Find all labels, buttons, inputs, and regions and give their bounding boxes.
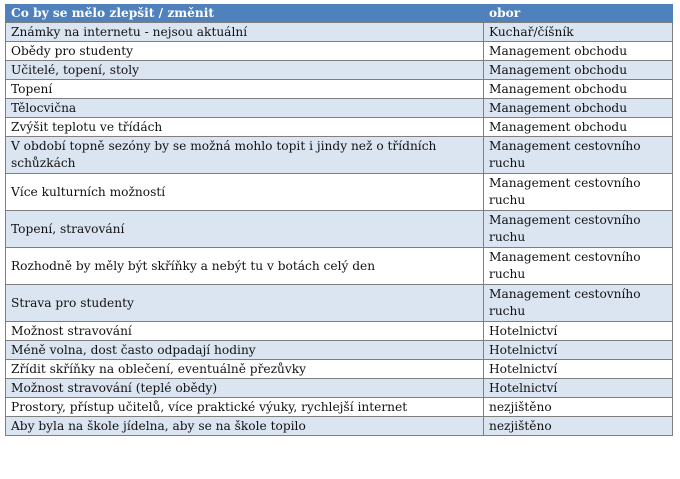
header-field: obor <box>484 4 673 23</box>
field-cell: Hotelnictví <box>484 322 673 341</box>
improvement-cell: Topení, stravování <box>6 211 484 248</box>
field-cell: Management obchodu <box>484 42 673 61</box>
table-row <box>6 417 673 436</box>
improvement-cell: Zvýšit teplotu ve třídách <box>6 118 484 137</box>
improvement-cell: Topení <box>6 80 484 99</box>
table-row <box>6 174 673 211</box>
field-cell: Management obchodu <box>484 99 673 118</box>
field-cell: Management obchodu <box>484 80 673 99</box>
field-cell: Management cestovního ruchu <box>484 174 673 211</box>
field-cell: Hotelnictví <box>484 379 673 398</box>
field-cell: Management cestovního ruchu <box>484 248 673 285</box>
improvement-cell: Učitelé, topení, stoly <box>6 61 484 80</box>
improvement-cell: Tělocvična <box>6 99 484 118</box>
survey-table <box>5 4 673 436</box>
table-row <box>6 42 673 61</box>
table-row <box>6 379 673 398</box>
table-row <box>6 137 673 174</box>
table-row <box>6 118 673 137</box>
field-cell: Management cestovního ruchu <box>484 211 673 248</box>
improvement-cell: Rozhodně by měly být skříňky a nebýt tu v botách celý den <box>6 248 484 285</box>
table-row <box>6 360 673 379</box>
improvement-cell: Aby byla na škole jídelna, aby se na škole topilo <box>6 417 484 436</box>
table-row <box>6 23 673 42</box>
improvement-cell: Možnost stravování <box>6 322 484 341</box>
improvement-cell: Méně volna, dost často odpadají hodiny <box>6 341 484 360</box>
improvement-cell: Více kulturních možností <box>6 174 484 211</box>
improvement-cell: Zřídit skříňky na oblečení, eventuálně přezůvky <box>6 360 484 379</box>
field-cell: Management cestovního ruchu <box>484 137 673 174</box>
table-row <box>6 341 673 360</box>
table-row <box>6 398 673 417</box>
table-row <box>6 322 673 341</box>
table-header-row <box>6 4 673 23</box>
improvement-cell: Obědy pro studenty <box>6 42 484 61</box>
table-row <box>6 80 673 99</box>
table-row <box>6 285 673 322</box>
table-row <box>6 99 673 118</box>
header-improvement: Co by se mělo zlepšit / změnit <box>6 4 484 23</box>
field-cell: Management obchodu <box>484 118 673 137</box>
improvement-cell: Možnost stravování (teplé obědy) <box>6 379 484 398</box>
field-cell: Kuchař/číšník <box>484 23 673 42</box>
table-row <box>6 248 673 285</box>
improvement-cell: Strava pro studenty <box>6 285 484 322</box>
table-row <box>6 211 673 248</box>
survey-table-container <box>5 4 672 436</box>
improvement-cell: V období topně sezóny by se možná mohlo topit i jindy než o třídních schůzkách <box>6 137 484 174</box>
table-row <box>6 61 673 80</box>
field-cell: Hotelnictví <box>484 341 673 360</box>
improvement-cell: Známky na internetu - nejsou aktuální <box>6 23 484 42</box>
field-cell: Management obchodu <box>484 61 673 80</box>
field-cell: nezjištěno <box>484 417 673 436</box>
improvement-cell: Prostory, přístup učitelů, více praktické výuky, rychlejší internet <box>6 398 484 417</box>
field-cell: Hotelnictví <box>484 360 673 379</box>
field-cell: nezjištěno <box>484 398 673 417</box>
field-cell: Management cestovního ruchu <box>484 285 673 322</box>
